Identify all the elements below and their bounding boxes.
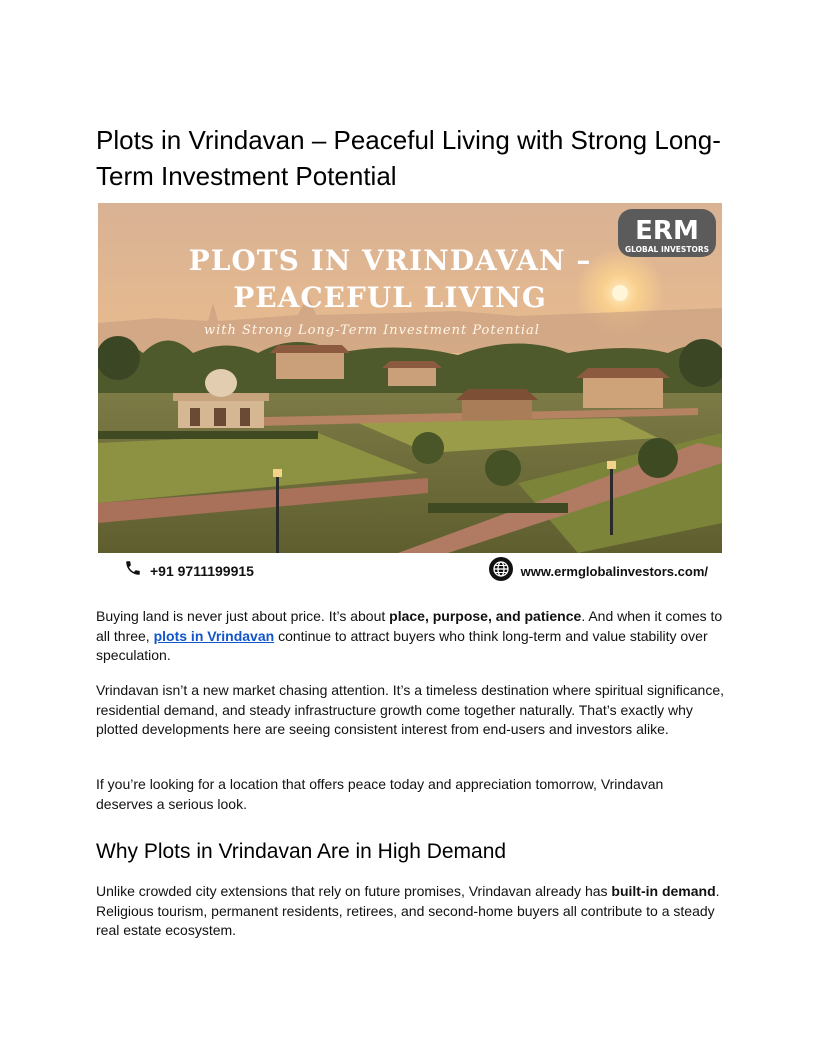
intro-text-2: . And when it comes to all three, — [96, 608, 723, 644]
intro-paragraph — [96, 607, 724, 666]
banner-headline-line2: PEACEFUL LIVING — [233, 281, 547, 314]
intro-text-3: continue to attract buyers who think long-term and value stability over speculation. — [96, 627, 708, 663]
intro-text-1: Buying land is never just about price. It’s about — [96, 608, 390, 624]
hero-banner-image — [98, 203, 722, 553]
banner-illustration — [98, 203, 722, 553]
erm-logo — [618, 209, 716, 257]
banner-website — [489, 557, 708, 586]
section-text-1: Unlike crowded city extensions that rely on future promises, Vrindavan already has — [96, 883, 612, 899]
phone-icon — [124, 559, 142, 582]
website-url: www.ermglobalinvestors.com/ — [520, 564, 708, 579]
banner-headline-line1: PLOTS IN VRINDAVAN – — [188, 244, 592, 277]
logo-subtitle: GLOBAL INVESTORS — [624, 245, 710, 254]
phone-number: +91 9711199915 — [150, 562, 254, 579]
section-text-2: . Religious tourism, permanent residents, retirees, and second-home buyers all contribute to a steady real estate ecosystem. — [96, 883, 720, 938]
section-paragraph — [96, 882, 724, 941]
intro-bold-text: place, purpose, and patience — [389, 608, 582, 624]
section-bold-text: built-in demand — [611, 883, 716, 899]
logo-letters: ERM — [635, 216, 699, 246]
globe-icon — [489, 557, 513, 586]
banner-phone — [124, 559, 254, 582]
page-title: Plots in Vrindavan – Peaceful Living with Strong Long-Term Investment Potential — [96, 125, 721, 191]
paragraph-appreciation: If you’re looking for a location that offers peace today and appreciation tomorrow, Vrindavan deserves a serious look. — [96, 776, 664, 812]
plots-in-vrindavan-link[interactable]: plots in Vrindavan — [153, 627, 275, 644]
section-heading: Why Plots in Vrindavan Are in High Demand — [96, 840, 507, 863]
paragraph-market: Vrindavan isn’t a new market chasing attention. It’s a timeless destination where spiritual significance, residential demand, and steady infrastructure growth come together naturally. That’s exactly why plotted developments here are seeing consistent interest from end-users and investors alike. — [96, 682, 724, 737]
banner-tagline: with Strong Long-Term Investment Potential — [204, 323, 540, 338]
banner-contact-bar — [98, 555, 722, 583]
